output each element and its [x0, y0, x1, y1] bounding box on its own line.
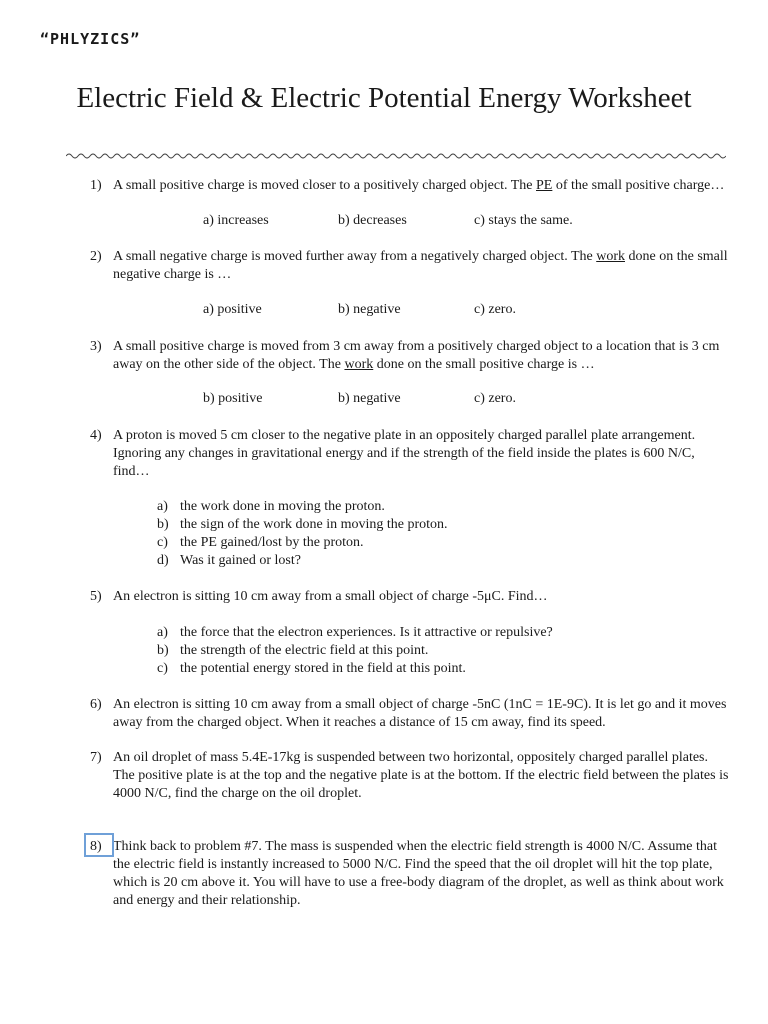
question-8: [90, 838, 730, 910]
question-5: [90, 588, 730, 606]
question-number: 7): [90, 750, 102, 765]
question-7: [90, 749, 730, 803]
question-1: [90, 177, 730, 195]
question-number: 5): [90, 589, 102, 604]
question-text: A small positive charge is moved from 3 cm away from a positively charged object to a location that is 3 cm away on the other side of the object. The work done on the small positive charge is …: [113, 339, 720, 372]
question-number: 4): [90, 428, 102, 443]
question-4: [90, 427, 730, 481]
choice[interactable]: b) negative: [338, 302, 401, 317]
choice[interactable]: b) negative: [338, 391, 401, 406]
choice[interactable]: c) zero.: [474, 391, 516, 406]
question-text: An electron is sitting 10 cm away from a small object of charge -5nC (1nC = 1E-9C). It is let go and it moves away from the charged object. When it reaches a distance of 15 cm away, find its speed.: [113, 697, 727, 730]
choice[interactable]: c) stays the same.: [474, 213, 573, 228]
question-number: 2): [90, 249, 102, 264]
brand-logo: “PHLYZICS”: [40, 30, 141, 48]
question-3: [90, 338, 730, 374]
wavy-divider: [66, 151, 726, 161]
question-number: 1): [90, 178, 102, 193]
choice[interactable]: c) zero.: [474, 302, 516, 317]
question-6: [90, 696, 730, 732]
question-number[interactable]: 8): [90, 839, 102, 854]
choice[interactable]: a) increases: [203, 213, 269, 228]
question-text: A small negative charge is moved further away from a negatively charged object. The work done on the small negative charge is …: [113, 249, 728, 282]
question-text: A small positive charge is moved closer to a positively charged object. The PE of the small positive charge…: [113, 178, 725, 193]
choice[interactable]: b) decreases: [338, 213, 407, 228]
question-text: An oil droplet of mass 5.4E-17kg is suspended between two horizontal, oppositely charged parallel plates. The positive plate is at the top and the negative plate is at the bottom. If the electric field between the plates is 4000 N/C, find the charge on the oil droplet.: [113, 750, 729, 801]
question-number: 6): [90, 697, 102, 712]
question-text: A proton is moved 5 cm closer to the negative plate in an oppositely charged parallel plate arrangement. Ignoring any changes in gravitational energy and if the strength of the field inside the plates is 600 N/C, find…: [113, 428, 696, 479]
choice[interactable]: a) positive: [203, 302, 262, 317]
page-title: Electric Field & Electric Potential Energy Worksheet: [76, 82, 692, 114]
question-text: An electron is sitting 10 cm away from a small object of charge -5μC. Find…: [113, 589, 548, 604]
question-2: [90, 248, 730, 284]
question-number: 3): [90, 339, 102, 354]
question-text: Think back to problem #7. The mass is suspended when the electric field strength is 4000 N/C. Assume that the electric field is instantly increased to 5000 N/C. Find the speed that the oil droplet will hit the top plate, which is 20 cm above it. You will have to use a free-body diagram of the droplet, as well as think about work and energy and their relationship.: [113, 839, 724, 908]
choice[interactable]: b) positive: [203, 391, 263, 406]
